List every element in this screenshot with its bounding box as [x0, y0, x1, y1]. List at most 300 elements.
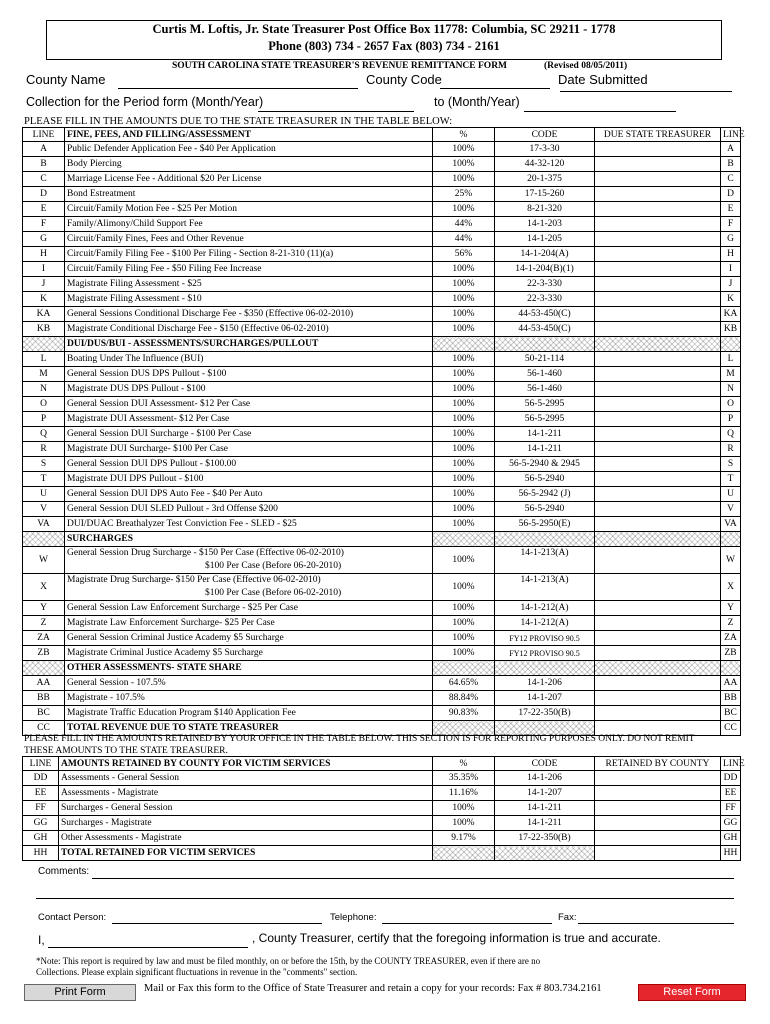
col-pct: %	[433, 128, 495, 142]
row-description	[65, 307, 433, 322]
row-line-letter: J	[23, 277, 65, 292]
row-line-letter: P	[23, 412, 65, 427]
row-description-text: Marriage License Fee - Additional $20 Per License	[67, 173, 262, 184]
row-line-letter-right: K	[721, 292, 741, 307]
row-code: 56-5-2950(E)	[495, 517, 595, 532]
row-line-letter-right: GH	[721, 831, 741, 846]
revenue-table-header	[23, 128, 741, 142]
amount-due-field[interactable]	[595, 217, 721, 232]
table-row	[23, 247, 741, 262]
row-percent: 100%	[433, 646, 495, 661]
row-description-text-2: $100 Per Case (Before 06-02-2010)	[205, 588, 342, 598]
amount-due-field[interactable]	[595, 457, 721, 472]
section-spacer	[721, 661, 741, 676]
row-line-letter: GG	[23, 816, 59, 831]
row-line-letter: I	[23, 262, 65, 277]
row-line-letter-right: Y	[721, 601, 741, 616]
row-description	[65, 472, 433, 487]
row-line-letter: DD	[23, 771, 59, 786]
row-line-letter: G	[23, 232, 65, 247]
row-description-text: Body Piercing	[67, 158, 122, 169]
row-line-letter-right: AA	[721, 676, 741, 691]
table-row	[23, 691, 741, 706]
row-code: 17-15-260	[495, 187, 595, 202]
contact-person-field[interactable]	[112, 923, 322, 924]
table-row	[23, 337, 741, 352]
row-description	[65, 412, 433, 427]
amount-due-field[interactable]	[595, 706, 721, 721]
row-line-letter: A	[23, 142, 65, 157]
amount-retained-field[interactable]	[595, 771, 721, 786]
row-description	[59, 771, 433, 786]
amount-due-field[interactable]	[595, 616, 721, 631]
row-line-letter-right: F	[721, 217, 741, 232]
table-row	[23, 262, 741, 277]
amount-due-field[interactable]	[595, 277, 721, 292]
row-description-text: Magistrate - 107.5%	[67, 692, 145, 703]
section-heading: OTHER ASSESSMENTS- STATE SHARE	[65, 661, 433, 676]
row-percent: 100%	[433, 457, 495, 472]
row-description	[65, 172, 433, 187]
date-submitted-label: Date Submitted	[558, 72, 648, 87]
amount-due-field[interactable]	[595, 427, 721, 442]
row-percent: 100%	[433, 322, 495, 337]
amount-due-field[interactable]	[595, 487, 721, 502]
amount-due-field[interactable]	[595, 397, 721, 412]
amount-due-field[interactable]	[595, 601, 721, 616]
row-description-text: Assessments - Magistrate	[61, 787, 159, 798]
table-row	[23, 367, 741, 382]
amount-due-field[interactable]	[595, 307, 721, 322]
row-line-letter-right: ZB	[721, 646, 741, 661]
col-code: CODE	[495, 128, 595, 142]
section-heading: SURCHARGES	[65, 532, 433, 547]
row-percent: 100%	[433, 601, 495, 616]
row-code: 14-1-211	[495, 442, 595, 457]
row-description-text-2: $100 Per Case (Before 06-20-2010)	[205, 561, 342, 571]
table-row	[23, 831, 741, 846]
row-code: 56-5-2995	[495, 397, 595, 412]
county-code-field[interactable]	[440, 88, 550, 89]
row-description-text: Circuit/Family Fines, Fees and Other Revenue	[67, 233, 244, 244]
comments-field-2[interactable]	[36, 898, 734, 899]
row-line-letter: H	[23, 247, 65, 262]
col-code: CODE	[495, 757, 595, 771]
reset-form-button[interactable]: Reset Form	[638, 984, 746, 1001]
row-code: 56-5-2940 & 2945	[495, 457, 595, 472]
telephone-field[interactable]	[382, 923, 552, 924]
amount-retained-field[interactable]	[595, 846, 721, 861]
row-code: 14-1-203	[495, 217, 595, 232]
row-line-letter: HH	[23, 846, 59, 861]
amount-retained-field[interactable]	[595, 786, 721, 801]
row-description	[59, 816, 433, 831]
row-description	[65, 574, 433, 601]
amount-due-field[interactable]	[595, 202, 721, 217]
row-line-letter: K	[23, 292, 65, 307]
row-line-letter: BC	[23, 706, 65, 721]
row-code: 14-1-213(A)	[495, 574, 595, 601]
row-description	[59, 801, 433, 816]
row-line-letter: AA	[23, 676, 65, 691]
row-description-text: Magistrate Conditional Discharge Fee - $150 (Effective 06-02-2010)	[67, 323, 329, 334]
row-description-text: Family/Alimony/Child Support Fee	[67, 218, 203, 229]
row-description-text: Magistrate Filing Assessment - $25	[67, 278, 202, 289]
row-line-letter-right: ZA	[721, 631, 741, 646]
row-line-letter: N	[23, 382, 65, 397]
col-due: DUE STATE TREASURER	[595, 128, 721, 142]
row-code: 17-22-350(B)	[495, 706, 595, 721]
row-line-letter-right: D	[721, 187, 741, 202]
table-row	[23, 397, 741, 412]
amount-due-field[interactable]	[595, 646, 721, 661]
row-description-text: Magistrate DUI DPS Pullout - $100	[67, 473, 204, 484]
row-code: 14-1-205	[495, 232, 595, 247]
row-code: 56-1-460	[495, 367, 595, 382]
row-line-letter: V	[23, 502, 65, 517]
col-line: LINE	[23, 757, 59, 771]
row-description	[65, 322, 433, 337]
row-line-letter: U	[23, 487, 65, 502]
row-percent: 100%	[433, 352, 495, 367]
amount-due-field[interactable]	[595, 157, 721, 172]
amount-due-field[interactable]	[595, 517, 721, 532]
row-description-text: Magistrate DUS DPS Pullout - $100	[67, 383, 206, 394]
row-description	[65, 442, 433, 457]
county-code-label: County Code	[366, 72, 442, 87]
row-code: 20-1-375	[495, 172, 595, 187]
section-heading: DUI/DUS/BUI - ASSESSMENTS/SURCHARGES/PULLOUT	[65, 337, 433, 352]
row-code	[495, 846, 595, 861]
row-description	[65, 547, 433, 574]
table-row	[23, 846, 741, 861]
row-description	[65, 217, 433, 232]
row-percent: 100%	[433, 517, 495, 532]
row-description	[65, 616, 433, 631]
row-line-letter-right: L	[721, 352, 741, 367]
row-description-text: Magistrate Law Enforcement Surcharge- $25 Per Case	[67, 617, 275, 628]
row-line-letter: BB	[23, 691, 65, 706]
row-percent: 90.83%	[433, 706, 495, 721]
row-percent: 88.84%	[433, 691, 495, 706]
row-line-letter: GH	[23, 831, 59, 846]
section-spacer	[23, 337, 65, 352]
row-description	[65, 457, 433, 472]
amount-due-field[interactable]	[595, 352, 721, 367]
table-row	[23, 601, 741, 616]
certify-text: , County Treasurer, certify that the foregoing information is true and accurate.	[252, 931, 661, 945]
row-description-text: Surcharges - Magistrate	[61, 817, 152, 828]
row-line-letter-right: KA	[721, 307, 741, 322]
amount-due-field[interactable]	[595, 502, 721, 517]
amount-due-field[interactable]	[595, 442, 721, 457]
row-percent: 100%	[433, 307, 495, 322]
period-from-label: Collection for the Period form (Month/Year)	[26, 95, 264, 109]
row-code: FY12 PROVISO 90.5	[495, 646, 595, 661]
revenue-table	[22, 127, 745, 736]
row-description-text: TOTAL REVENUE DUE TO STATE TREASURER	[67, 722, 279, 733]
row-description-text: TOTAL RETAINED FOR VICTIM SERVICES	[61, 847, 256, 858]
row-description-text: Magistrate Drug Surcharge- $150 Per Case (Effective 06-02-2010)	[67, 575, 321, 585]
row-percent: 100%	[433, 487, 495, 502]
print-form-button[interactable]: Print Form	[24, 984, 136, 1001]
row-line-letter-right: N	[721, 382, 741, 397]
row-code: 14-1-206	[495, 771, 595, 786]
amount-retained-field[interactable]	[595, 816, 721, 831]
table-row	[23, 646, 741, 661]
row-line-letter: ZB	[23, 646, 65, 661]
row-description-text: General Session Drug Surcharge - $150 Per Case (Effective 06-02-2010)	[67, 548, 344, 558]
table-row	[23, 202, 741, 217]
period-from-field[interactable]	[258, 111, 414, 112]
row-line-letter: Y	[23, 601, 65, 616]
table-row	[23, 487, 741, 502]
amount-due-field[interactable]	[595, 142, 721, 157]
row-description	[59, 846, 433, 861]
amount-due-field[interactable]	[595, 367, 721, 382]
retained-table	[22, 756, 745, 861]
row-percent: 100%	[433, 277, 495, 292]
row-code: 14-1-212(A)	[495, 616, 595, 631]
row-description-text: Circuit/Family Filing Fee - $50 Filing Fee Increase	[67, 263, 262, 274]
col-retained: RETAINED BY COUNTY	[595, 757, 721, 771]
row-line-letter: S	[23, 457, 65, 472]
row-line-letter: W	[23, 547, 65, 574]
comments-field-1[interactable]	[92, 878, 734, 879]
row-percent: 100%	[433, 502, 495, 517]
row-line-letter: C	[23, 172, 65, 187]
row-line-letter: VA	[23, 517, 65, 532]
row-line-letter-right: E	[721, 202, 741, 217]
amount-due-field[interactable]	[595, 547, 721, 574]
row-description-text: Magistrate Filing Assessment - $10	[67, 293, 202, 304]
row-percent: 11.16%	[433, 786, 495, 801]
row-description	[65, 706, 433, 721]
row-description	[65, 517, 433, 532]
row-line-letter-right: J	[721, 277, 741, 292]
row-code: 50-21-114	[495, 352, 595, 367]
row-description	[65, 676, 433, 691]
table-row	[23, 217, 741, 232]
row-description	[65, 232, 433, 247]
row-description	[65, 202, 433, 217]
amount-due-field[interactable]	[595, 247, 721, 262]
row-line-letter-right: R	[721, 442, 741, 457]
row-description	[65, 292, 433, 307]
amount-due-field[interactable]	[595, 322, 721, 337]
row-line-letter-right: DD	[721, 771, 741, 786]
comments-label: Comments:	[38, 866, 90, 877]
row-line-letter-right: KB	[721, 322, 741, 337]
amount-due-field[interactable]	[595, 292, 721, 307]
section-spacer	[495, 532, 595, 547]
section-spacer	[721, 532, 741, 547]
amount-due-field[interactable]	[595, 172, 721, 187]
table-row	[23, 816, 741, 831]
row-description	[65, 187, 433, 202]
period-to-field[interactable]	[524, 111, 676, 112]
row-code: 56-5-2940	[495, 472, 595, 487]
section-spacer	[23, 532, 65, 547]
amount-due-field[interactable]	[595, 412, 721, 427]
col-pct: %	[433, 757, 495, 771]
header-box	[46, 20, 722, 60]
row-line-letter-right: GG	[721, 816, 741, 831]
row-description-text: Magistrate DUI Assessment- $12 Per Case	[67, 413, 230, 424]
section-spacer	[721, 337, 741, 352]
row-line-letter: FF	[23, 801, 59, 816]
row-description-text: General Session DUI Surcharge - $100 Per Case	[67, 428, 252, 439]
section-spacer	[23, 661, 65, 676]
col-line: LINE	[23, 128, 65, 142]
row-description	[65, 277, 433, 292]
table-row	[23, 352, 741, 367]
row-line-letter-right: BC	[721, 706, 741, 721]
amount-due-field[interactable]	[595, 472, 721, 487]
table-row	[23, 277, 741, 292]
row-percent: 100%	[433, 427, 495, 442]
table-row	[23, 457, 741, 472]
section-spacer	[433, 337, 495, 352]
table-row	[23, 786, 741, 801]
amount-due-field[interactable]	[595, 187, 721, 202]
row-description-text: General Session DUI DPS Pullout - $100.00	[67, 458, 237, 469]
row-percent: 100%	[433, 292, 495, 307]
row-code: FY12 PROVISO 90.5	[495, 631, 595, 646]
table-row	[23, 547, 741, 574]
row-line-letter: KA	[23, 307, 65, 322]
contact-person-label: Contact Person:	[38, 912, 107, 923]
row-line-letter: EE	[23, 786, 59, 801]
table-row	[23, 706, 741, 721]
row-percent: 64.65%	[433, 676, 495, 691]
table-row	[23, 382, 741, 397]
table-row	[23, 517, 741, 532]
mail-instructions: Mail or Fax this form to the Office of State Treasurer and retain a copy for your records: Fax # 803.734.2161	[144, 983, 602, 994]
table-row	[23, 676, 741, 691]
row-line-letter-right: FF	[721, 801, 741, 816]
amount-retained-field[interactable]	[595, 801, 721, 816]
fax-label: Fax:	[558, 912, 577, 923]
row-code: 14-1-211	[495, 816, 595, 831]
row-code: 56-5-2942 (J)	[495, 487, 595, 502]
row-description-text: General Sessions Conditional Discharge Fee - $350 (Effective 06-02-2010)	[67, 308, 354, 319]
header-line-1: Curtis M. Loftis, Jr. State Treasurer Post Office Box 11778: Columbia, SC 29211 - 1778	[152, 22, 616, 36]
row-line-letter-right: G	[721, 232, 741, 247]
row-line-letter: E	[23, 202, 65, 217]
row-line-letter-right: C	[721, 172, 741, 187]
section-spacer	[433, 532, 495, 547]
row-code: 14-1-207	[495, 786, 595, 801]
header-line-2: Phone (803) 734 - 2657 Fax (803) 734 - 2161	[268, 39, 500, 53]
table-row	[23, 322, 741, 337]
row-line-letter: B	[23, 157, 65, 172]
form-title: SOUTH CAROLINA STATE TREASURER'S REVENUE REMITTANCE FORM	[172, 61, 508, 71]
table-row	[23, 157, 741, 172]
row-line-letter: F	[23, 217, 65, 232]
table-row	[23, 801, 741, 816]
row-code: 14-1-211	[495, 801, 595, 816]
row-code: 14-1-212(A)	[495, 601, 595, 616]
row-description	[65, 367, 433, 382]
row-line-letter-right: CC	[721, 721, 741, 736]
row-description	[65, 157, 433, 172]
row-line-letter-right: I	[721, 262, 741, 277]
row-line-letter-right: P	[721, 412, 741, 427]
table-row	[23, 574, 741, 601]
amount-due-field[interactable]	[595, 262, 721, 277]
treasurer-name-field[interactable]	[48, 947, 248, 948]
row-percent: 100%	[433, 202, 495, 217]
amount-due-field[interactable]	[595, 574, 721, 601]
row-line-letter-right: EE	[721, 786, 741, 801]
table-row	[23, 232, 741, 247]
row-description-text: Assessments - General Session	[61, 772, 179, 783]
row-description-text: General Session DUI DPS Auto Fee - $40 Per Auto	[67, 488, 263, 499]
county-name-field[interactable]	[118, 88, 358, 89]
amount-due-field[interactable]	[595, 676, 721, 691]
row-description	[65, 646, 433, 661]
table-row	[23, 502, 741, 517]
row-line-letter-right: M	[721, 367, 741, 382]
row-description	[65, 382, 433, 397]
table-row	[23, 187, 741, 202]
amount-due-field[interactable]	[595, 691, 721, 706]
row-code: 14-1-211	[495, 427, 595, 442]
row-percent: 100%	[433, 616, 495, 631]
row-line-letter-right: T	[721, 472, 741, 487]
row-code: 56-5-2940	[495, 502, 595, 517]
amount-retained-field[interactable]	[595, 831, 721, 846]
row-line-letter: X	[23, 574, 65, 601]
row-percent: 100%	[433, 157, 495, 172]
table-row	[23, 616, 741, 631]
amount-due-field[interactable]	[595, 631, 721, 646]
row-description-text: General Session DUI SLED Pullout - 3rd Offense $200	[67, 503, 278, 514]
row-code: 8-21-320	[495, 202, 595, 217]
row-line-letter-right: Z	[721, 616, 741, 631]
row-description-text: Surcharges - General Session	[61, 802, 173, 813]
row-code: 44-32-120	[495, 157, 595, 172]
row-description	[65, 397, 433, 412]
fax-field[interactable]	[578, 923, 734, 924]
row-line-letter: R	[23, 442, 65, 457]
row-description	[65, 247, 433, 262]
row-description-text: Magistrate DUI Surcharge- $100 Per Case	[67, 443, 229, 454]
row-description-text: Circuit/Family Motion Fee - $25 Per Motion	[67, 203, 237, 214]
amount-due-field[interactable]	[595, 232, 721, 247]
row-description-text: Magistrate Criminal Justice Academy $5 Surcharge	[67, 647, 263, 658]
row-description-text: DUI/DUAC Breathalyzer Test Conviction Fee - SLED - $25	[67, 518, 297, 529]
row-code: 14-1-204(A)	[495, 247, 595, 262]
row-percent: 25%	[433, 187, 495, 202]
row-line-letter: M	[23, 367, 65, 382]
row-percent: 100%	[433, 442, 495, 457]
section-spacer	[595, 532, 721, 547]
row-line-letter-right: BB	[721, 691, 741, 706]
amount-due-field[interactable]	[595, 382, 721, 397]
table-row	[23, 661, 741, 676]
row-description	[65, 631, 433, 646]
date-submitted-field[interactable]	[560, 91, 732, 92]
row-code: 14-1-207	[495, 691, 595, 706]
row-code: 17-22-350(B)	[495, 831, 595, 846]
row-description-text: General Session Law Enforcement Surcharge - $25 Per Case	[67, 602, 298, 613]
retained-table-header	[23, 757, 741, 771]
row-code: 14-1-206	[495, 676, 595, 691]
section-spacer	[495, 661, 595, 676]
row-description	[65, 691, 433, 706]
